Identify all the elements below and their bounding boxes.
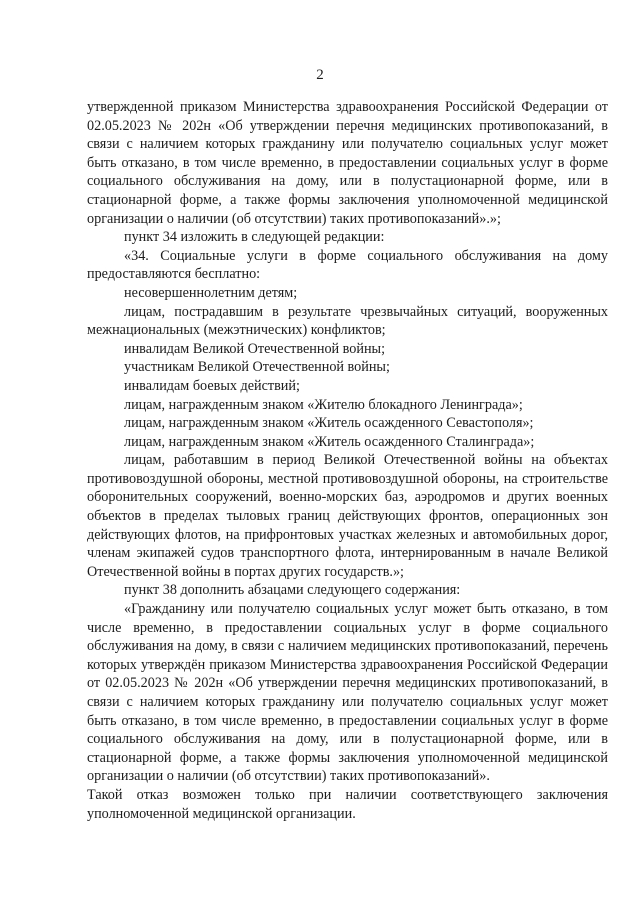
paragraph: Такой отказ возможен только при наличии соответствующего заключения уполномоченной медицинской организации.	[87, 786, 608, 822]
page-number: 2	[316, 67, 324, 83]
paragraph: пункт 38 дополнить абзацами следующего содержания:	[124, 582, 461, 599]
paragraph: пункт 34 изложить в следующей редакции:	[124, 229, 385, 246]
paragraph: утвержденной приказом Министерства здравоохранения Российской Федерации от 02.05.2023 № 202н «Об утверждении перечня медицинских противопоказаний, в связи с наличием которых гражданину или получателю социальных услуг может быть отказано, в том числе временно, в предоставлении социальных услуг в форме социального обслуживания на дому, или в полустационарной форме, или в стационарной форме, а также формы заключения уполномоченной медицинской организации о наличии (об отсутствии) таких противопоказаний».»;	[87, 99, 608, 227]
list-item: инвалидам боевых действий;	[124, 377, 300, 394]
paragraph: «34. Социальные услуги в форме социального обслуживания на дому предоставляются бесплатно:	[87, 247, 608, 283]
list-item: лицам, награжденным знаком «Жителю блокадного Ленинграда»;	[124, 396, 523, 413]
list-item: несовершеннолетним детям;	[124, 284, 298, 301]
list-item: лицам, работавшим в период Великой Отечественной войны на объектах противовоздушной обороны, местной противовоздушной обороны, на строительстве оборонительных сооружений, военно-морских баз, аэродромов и других военных объектов в пределах тыловых границ действующих фронтов, операционных зон действующих флотов, на прифронтовых участках железных и автомобильных дорог, членам экипажей судов транспортного флота, интернированным в начале Великой Отечественной войны в портах других государств.»;	[87, 452, 608, 580]
paragraph: «Гражданину или получателю социальных услуг может быть отказано, в том числе временно, в предоставлении социальных услуг в форме социального обслуживания на дому, в связи с наличием медицинских противопоказаний, перечень которых утверждён приказом Министерства здравоохранения Российской Федерации от 02.05.2023 № 202н «Об утверждении перечня медицинских противопоказаний, в связи с наличием которых гражданину или получателю социальных услуг может быть отказано, в том числе временно, в предоставлении социальных услуг в форме социального обслуживания на дому, или в полустационарной форме, или в стационарной форме, а также формы заключения уполномоченной медицинской организации о наличии (об отсутствии) таких противопоказаний».	[87, 601, 608, 785]
list-item: участникам Великой Отечественной войны;	[124, 359, 390, 376]
list-item: лицам, награжденным знаком «Житель осажденного Севастополя»;	[124, 415, 534, 432]
list-item: инвалидам Великой Отечественной войны;	[124, 340, 386, 357]
document-body	[87, 98, 608, 823]
list-item: лицам, пострадавшим в результате чрезвычайных ситуаций, вооруженных межнациональных (межэтнических) конфликтов;	[87, 303, 608, 339]
list-item: лицам, награжденным знаком «Житель осажденного Сталинграда»;	[124, 433, 535, 450]
